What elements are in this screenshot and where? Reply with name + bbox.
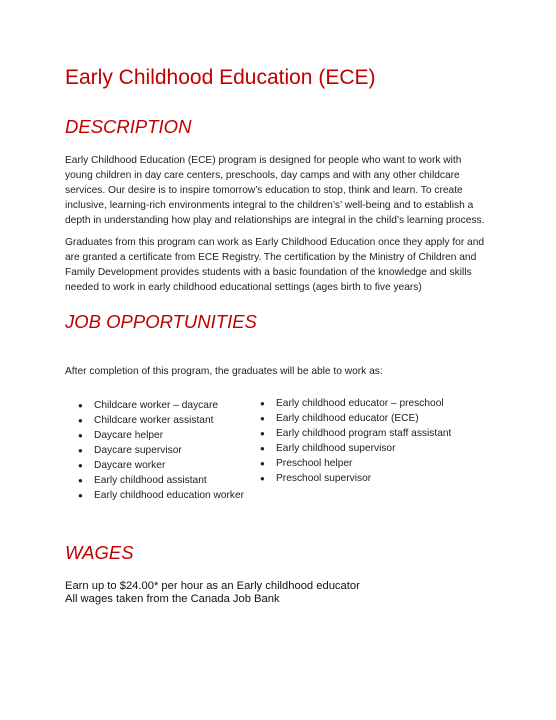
- bullet-icon: ●: [78, 461, 83, 470]
- description-paragraph-2: Graduates from this program can work as Early Childhood Education once they apply for and are granted a certificate from ECE Registry. The certification by the Ministry of Children and Family Development provides students with a basic foundation of the knowledge and skills needed to work in early childhood educational settings (ages birth to five years): [65, 237, 485, 293]
- bullet-icon: ●: [260, 429, 265, 438]
- list-item: ● Childcare worker – daycare: [78, 400, 219, 411]
- description-heading: DESCRIPTION: [65, 116, 192, 137]
- list-item: ● Daycare supervisor: [78, 445, 182, 456]
- job-list-left: [78, 398, 244, 503]
- job-list-right: [260, 396, 451, 486]
- list-item: ● Daycare helper: [78, 430, 164, 441]
- bullet-icon: ●: [78, 491, 83, 500]
- bullet-icon: ●: [260, 459, 265, 468]
- list-item: ● Early childhood educator – preschool: [260, 398, 444, 409]
- list-item: ● Early childhood assistant: [78, 475, 207, 486]
- wages-line-2: All wages taken from the Canada Job Bank: [65, 593, 280, 605]
- bullet-icon: ●: [78, 416, 83, 425]
- bullet-icon: ●: [260, 414, 265, 423]
- bullet-icon: ●: [78, 431, 83, 440]
- bullet-icon: ●: [78, 401, 83, 410]
- list-item: ● Early childhood supervisor: [260, 443, 396, 454]
- list-item: ● Preschool helper: [260, 458, 353, 469]
- page-title: Early Childhood Education (ECE): [65, 66, 376, 89]
- bullet-icon: ●: [260, 399, 265, 408]
- list-item: ● Childcare worker assistant: [78, 415, 214, 426]
- list-item: ● Early childhood education worker: [78, 490, 245, 501]
- wages-heading: WAGES: [65, 542, 134, 563]
- bullet-icon: ●: [260, 444, 265, 453]
- list-item: ● Early childhood program staff assistant: [260, 428, 452, 439]
- bullet-icon: ●: [260, 474, 265, 483]
- description-paragraph-1: Early Childhood Education (ECE) program is designed for people who want to work with young children in day care centers, preschools, day camps and with any other childcare services. Our desire is to inspire tomorrow’s education to stop, think and learn. To create inclusive, learning-rich environments integral to the children’s’ well-being and to establish a depth in understanding how play and relationships are integral in the child’s learning process.: [65, 155, 485, 226]
- list-item: ● Early childhood educator (ECE): [260, 413, 419, 424]
- job-intro: After completion of this program, the graduates will be able to work as:: [65, 366, 383, 377]
- wages-line-1: Earn up to $24.00* per hour as an Early childhood educator: [65, 580, 360, 592]
- job-opportunities-heading: JOB OPPORTUNITIES: [65, 311, 257, 332]
- bullet-icon: ●: [78, 476, 83, 485]
- list-item: ● Daycare worker: [78, 460, 166, 471]
- bullet-icon: ●: [78, 446, 83, 455]
- list-item: ● Preschool supervisor: [260, 473, 372, 484]
